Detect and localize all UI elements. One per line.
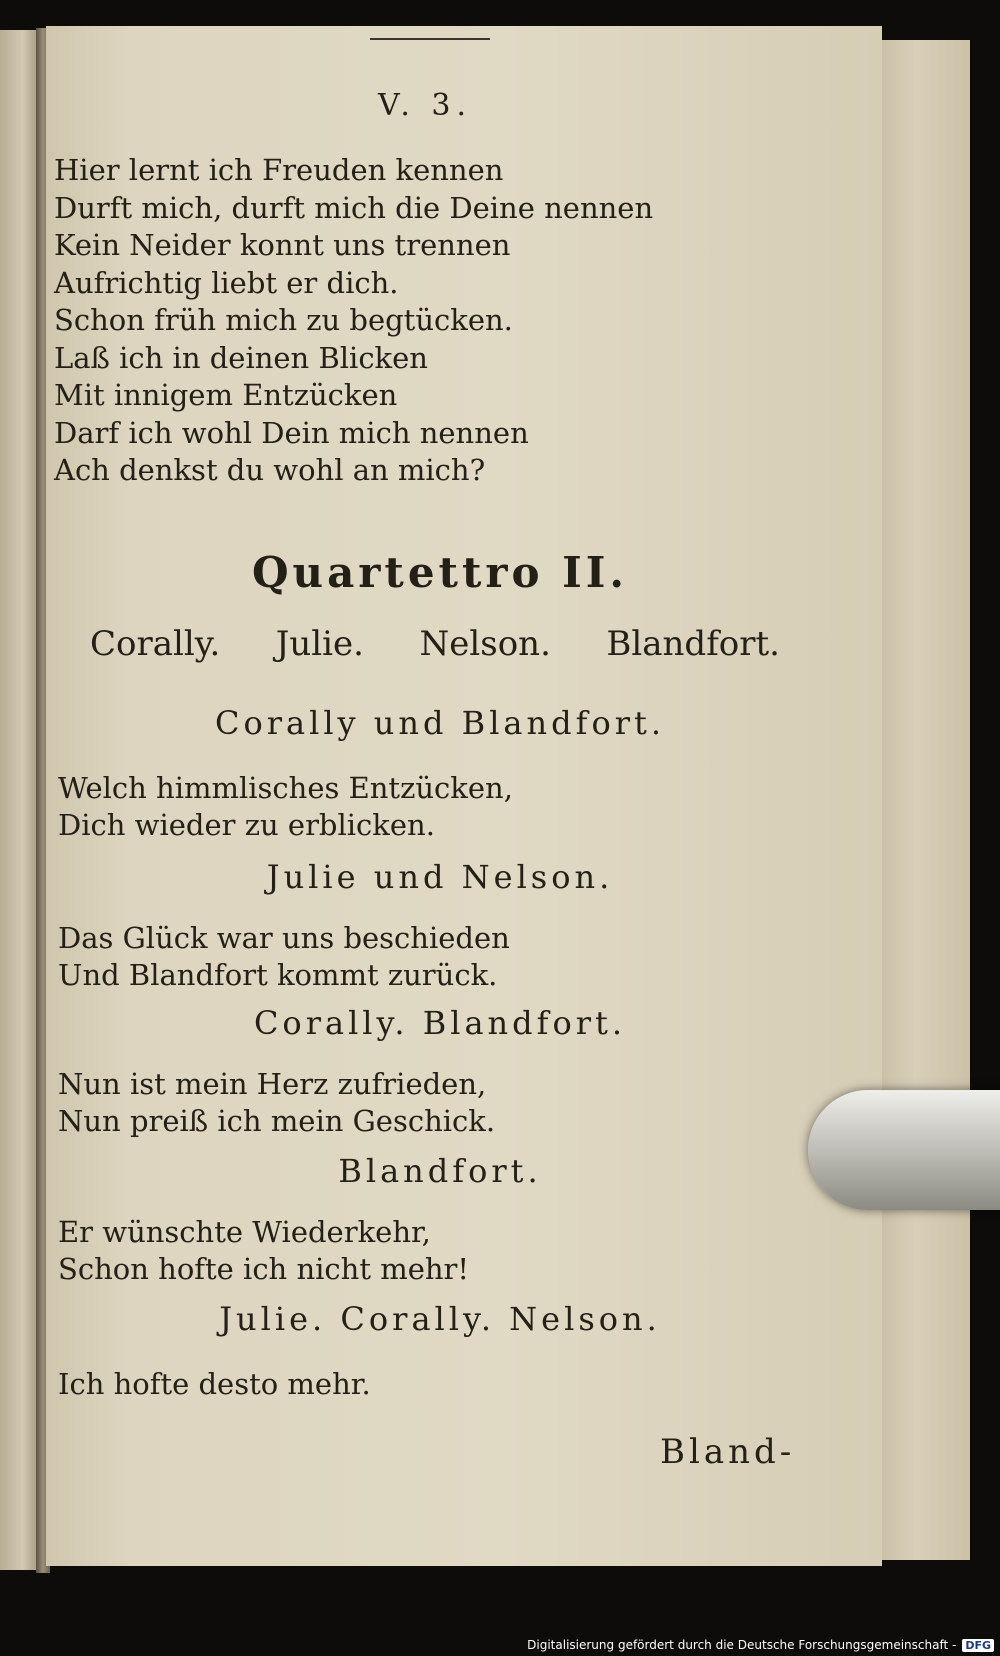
verse-line: Hier lernt ich Freuden kennen [54, 153, 504, 187]
cast-member: Nelson. [419, 624, 551, 664]
verse-block [58, 1366, 778, 1403]
piece-title: Quartettro II. [251, 548, 629, 597]
verse-block [58, 1066, 778, 1140]
verse-line: Welch himmlisches Entzücken, [58, 771, 513, 805]
page-clip [808, 1090, 1000, 1210]
verse-line: Das Glück war uns beschieden [58, 921, 510, 955]
verse-line: Mit innigem Entzücken [54, 378, 398, 412]
verse-line: Nun preiß ich mein Geschick. [58, 1104, 496, 1138]
dfg-logo: DFG [962, 1639, 994, 1652]
verse-block [58, 920, 778, 994]
header-rule [370, 38, 490, 40]
verse-line: Ich hofte desto mehr. [58, 1367, 371, 1401]
speaker-heading: Julie. Corally. Nelson. [219, 1300, 661, 1338]
verse-line: Kein Neider konnt uns trennen [54, 228, 511, 262]
left-page-edge [0, 30, 38, 1570]
verse-line: Ach denkst du wohl an mich? [54, 453, 486, 487]
verse-line: Schon hofte ich nicht mehr! [58, 1252, 470, 1286]
verse-line: Er wünschte Wiederkehr, [58, 1215, 431, 1249]
verse-block [58, 1214, 778, 1288]
verse-stanza [54, 152, 754, 490]
cast-list [90, 624, 780, 664]
cast-member: Julie. [275, 624, 364, 664]
verse-line: Durft mich, durft mich die Deine nennen [54, 190, 654, 225]
cast-member: Corally. [90, 624, 221, 664]
verse-line: Aufrichtig liebt er dich. [54, 265, 399, 300]
cast-member: Blandfort. [606, 624, 780, 664]
credit-text: Digitalisierung gefördert durch die Deutsche Forschungsgemeinschaft - [527, 1638, 957, 1652]
speaker-heading: Julie und Nelson. [266, 858, 614, 896]
verse-line: Nun ist mein Herz zufrieden, [58, 1067, 487, 1101]
verse-line: Darf ich wohl Dein mich nennen [54, 415, 529, 450]
verse-line: Laß ich in deinen Blicken [54, 340, 428, 375]
next-page-edge [878, 40, 970, 1560]
verse-line: Und Blandfort kommt zurück. [58, 958, 498, 992]
speaker-heading: Corally. Blandfort. [253, 1004, 627, 1042]
verse-line: Schon früh mich zu begtücken. [54, 303, 513, 337]
digitization-credit [527, 1638, 994, 1652]
verse-block [58, 770, 778, 844]
catchword: Bland- [660, 1432, 796, 1472]
page-header: V. 3. [377, 88, 473, 123]
verse-line: Dich wieder zu erblicken. [58, 808, 435, 842]
speaker-heading: Blandfort. [338, 1152, 542, 1190]
speaker-heading: Corally und Blandfort. [214, 704, 666, 742]
